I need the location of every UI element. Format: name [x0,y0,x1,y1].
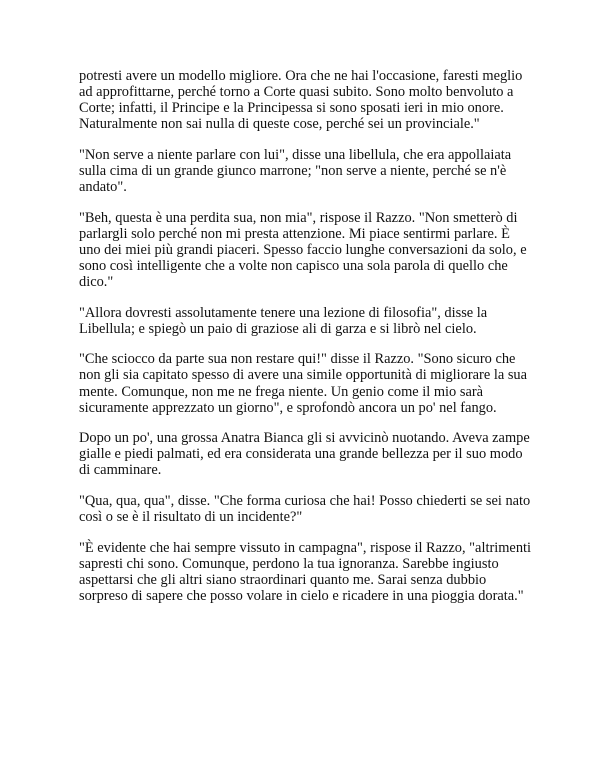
paragraph: potresti avere un modello migliore. Ora che ne hai l'occasione, faresti meglio ad approfittarne, perché torno a Corte quasi subito. Sono molto benvoluto a Corte; infatti, il Principe e la Principessa si sono sposati ieri in mio onore. Naturalmente non sai nulla di queste cose, perché sei un provinciale." [79,68,523,133]
paragraph: "Beh, questa è una perdita sua, non mia", rispose il Razzo. "Non smetterò di parlargli solo perché non mi presta attenzione. Mi piace sentirmi parlare. È uno dei miei più grandi piaceri. Spesso faccio lunghe conversazioni da solo, e sono così intelligente che a volte non capisco una sola parola di quello che dico." [79,209,527,291]
paragraph: "È evidente che hai sempre vissuto in campagna", rispose il Razzo, "altrimenti sapresti chi sono. Comunque, perdono la tua ignoranza. Sarebbe ingiusto aspettarsi che gli altri siano straordinari quanto me. Sarai senza dubbio sorpreso di sapere che posso volare in cielo e ricadere in una pioggia dorata." [79,539,532,604]
paragraph: Dopo un po', una grossa Anatra Bianca gli si avvicinò nuotando. Aveva zampe gialle e piedi palmati, ed era considerata una grande bellezza per il suo modo di camminare. [79,430,530,479]
document-body [79,68,531,619]
paragraph: "Non serve a niente parlare con lui", disse una libellula, che era appollaiata sulla cima di un grande giunco marrone; "non serve a niente, perché se n'è andato". [79,146,512,196]
paragraph: "Che sciocco da parte sua non restare qui!" disse il Razzo. "Sono sicuro che non gli sia capitato spesso di avere una simile opportunità di migliorare la sua mente. Comunque, non me ne frega niente. Un genio come il mio sarà sicuramente apprezzato un giorno", e sprofondò ancora un po' nel fango. [79,351,527,416]
paragraph: "Qua, qua, qua", disse. "Che forma curiosa che hai! Posso chiederti se sei nato così o se è il risultato di un incidente?" [79,492,531,526]
paragraph: "Allora dovresti assolutamente tenere una lezione di filosofia", disse la Libellula; e spiegò un paio di graziose ali di garza e si librò nel cielo. [79,304,488,337]
